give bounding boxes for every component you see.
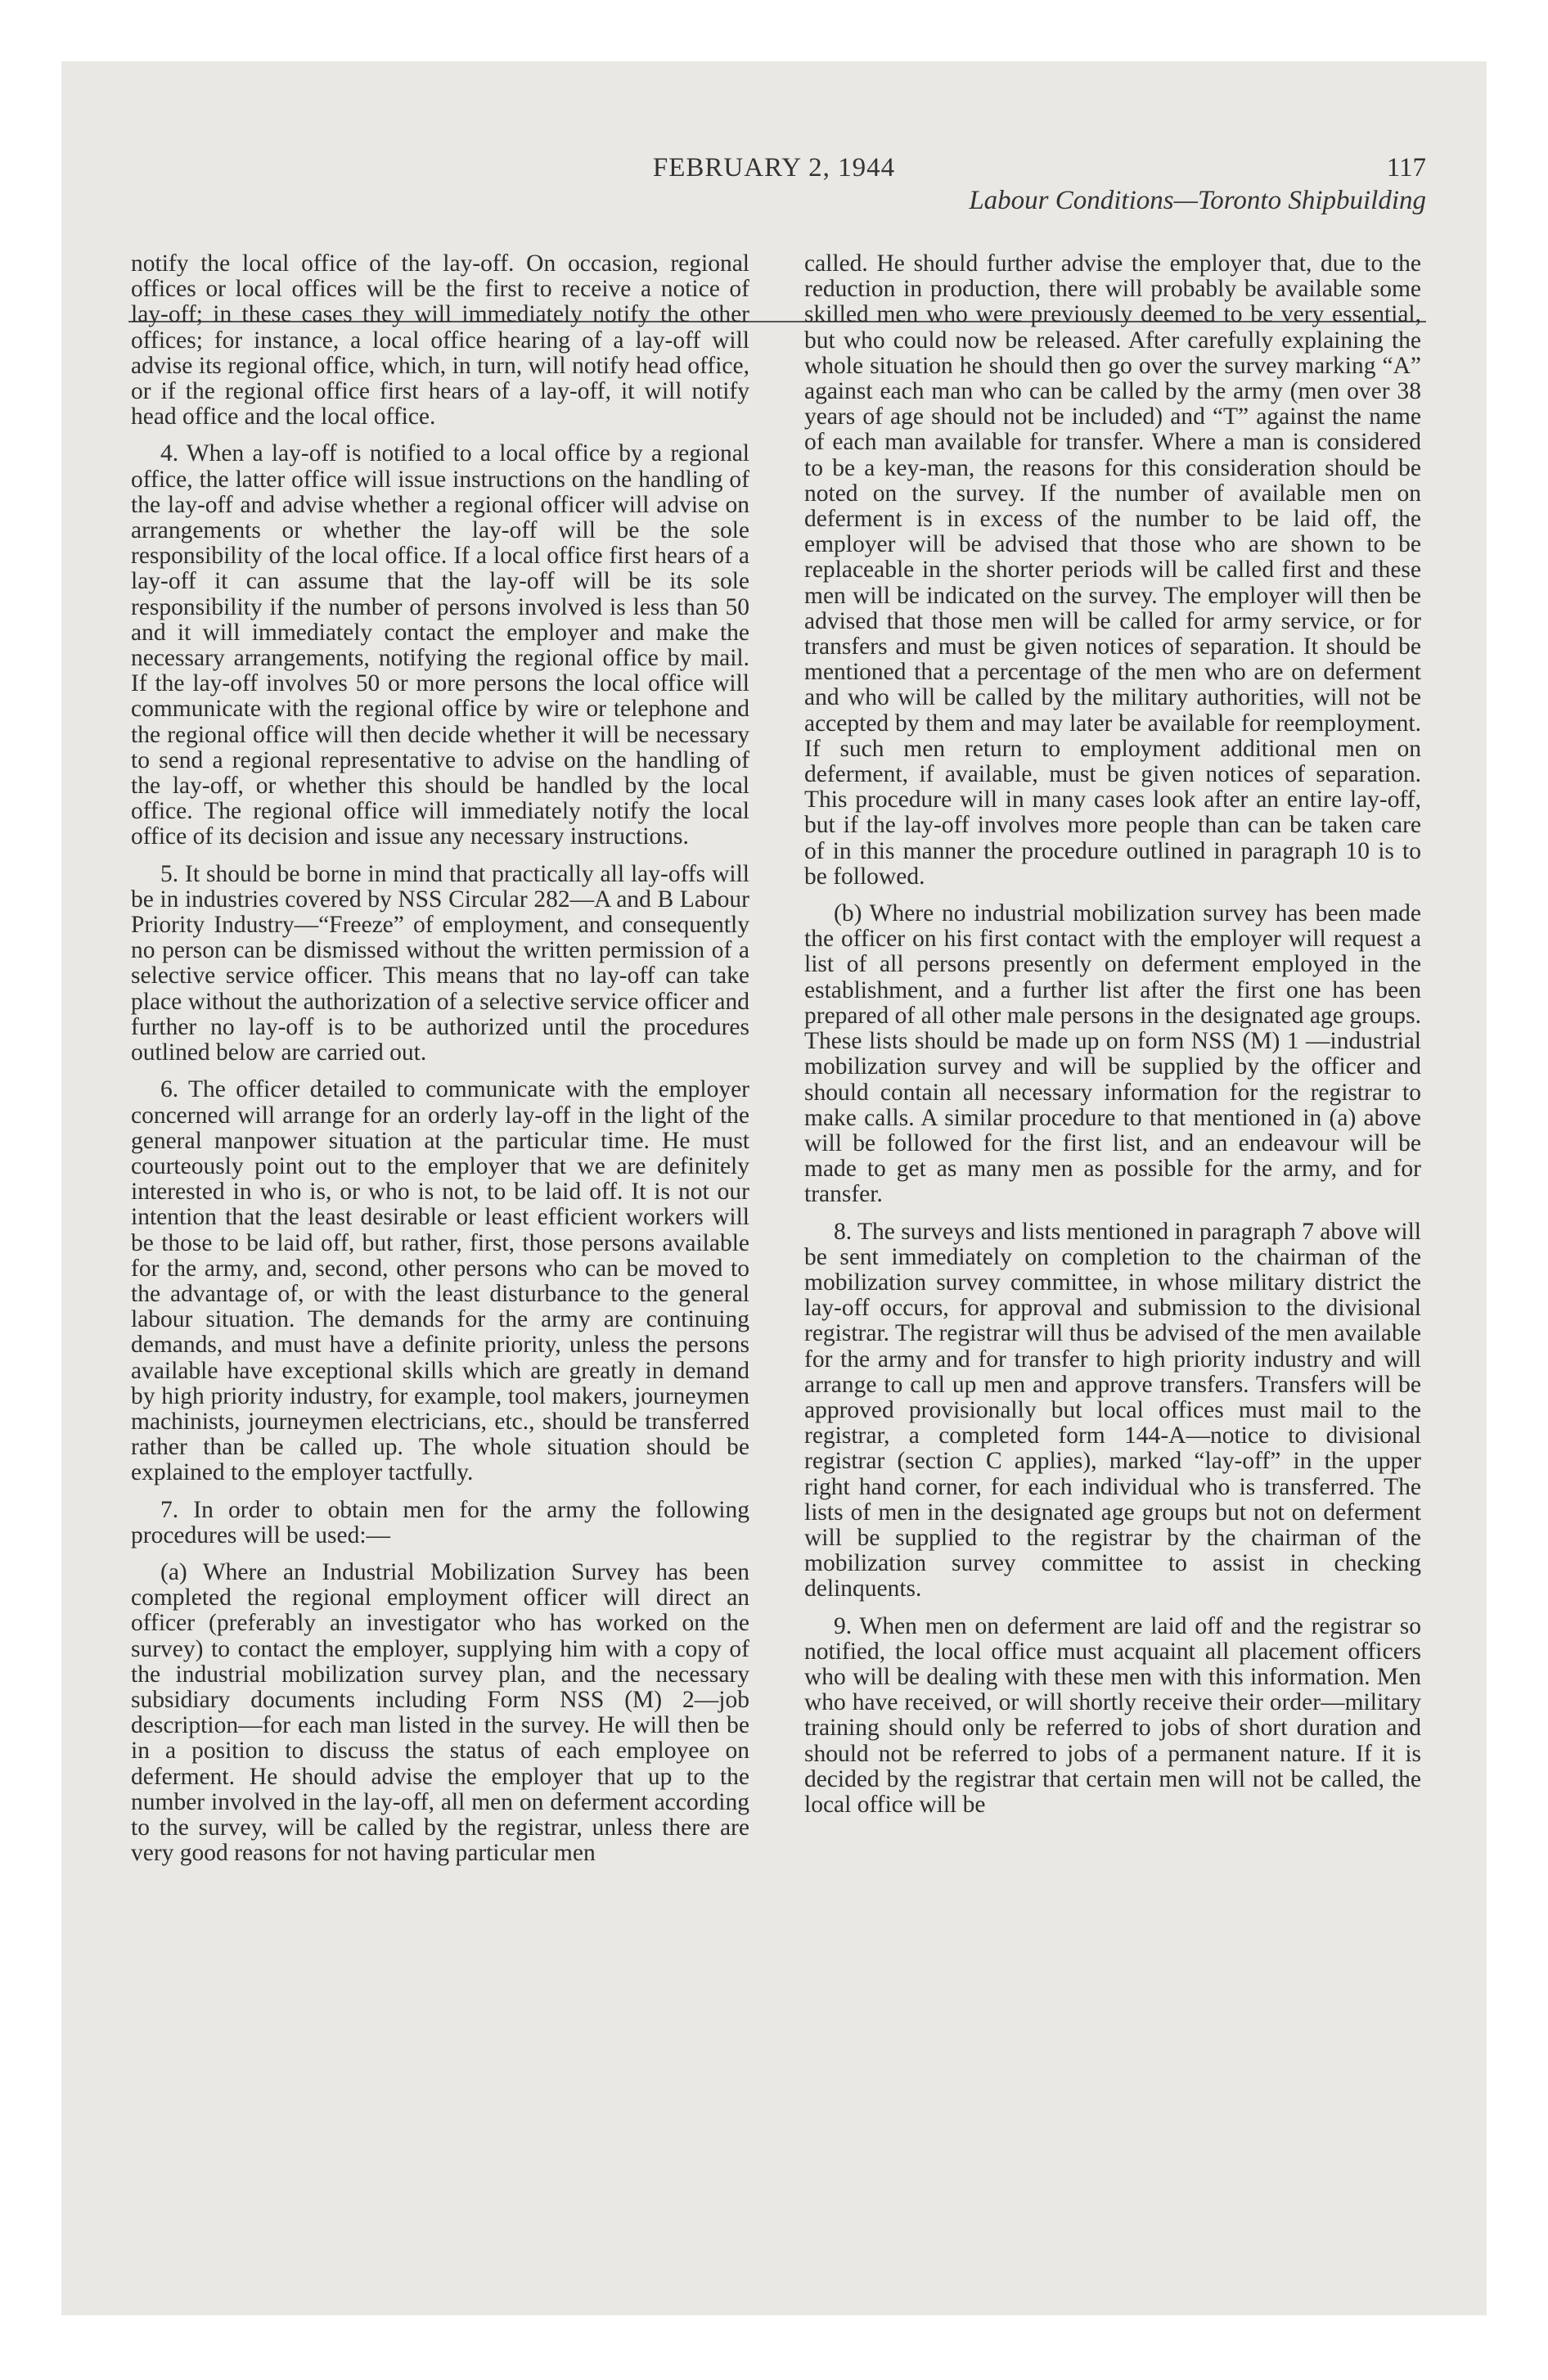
paragraph: 6. The officer detailed to communicate with the employer concerned will arrange for an orderly lay-off in the light of the general manpower situation at the particular time. He must courteously point out to the employer that we are definitely interested in who is, or who is not, to be laid off. It is not our intention that the least desirable or least efficient workers will be those to be laid off, but rather, first, those persons available for the army, and, second, other persons who can be moved to the advantage of, or with the least disturbance to the general labour situation. The demands for the army are continuing demands, and must have a definite priority, unless the persons available have exceptional skills which are greatly in demand by high priority industry, for example, tool makers, journeymen machinists, journeymen electricians, etc., should be transferred rather than be called up. The whole situation should be explained to the employer tactfully. — [131, 1076, 749, 1486]
right-column — [804, 251, 1421, 1829]
document-page — [61, 61, 1487, 2315]
paragraph: 9. When men on deferment are laid off and the registrar so notified, the local office must acquaint all placement officers who will be dealing with these men with this information. Men who have received, or will shortly receive their order—military training should only be referred to jobs of short duration and should not be referred to jobs of a permanent nature. If it is decided by the registrar that certain men will not be called, the local office will be — [804, 1612, 1421, 1818]
paragraph: 7. In order to obtain men for the army the following procedures will be used:— — [131, 1496, 749, 1548]
paragraph: 8. The surveys and lists mentioned in paragraph 7 above will be sent immediately on completion to the chairman of the mobilization survey committee, in whose military district the lay-off occurs, for approval and submission to the divisional registrar. The registrar will thus be advised of the men available for the army and for transfer to high priority industry and will arrange to call up men and approve transfers. Transfers will be approved provisionally but local offices must mail to the registrar, a completed form 144-A—notice to divisional registrar (section C applies), marked “lay-off” in the upper right hand corner, for each individual who is transferred. The lists of men in the designated age groups but not on deferment will be supplied to the registrar by the chairman of the mobilization survey committee to assist in checking delinquents. — [804, 1218, 1421, 1602]
issue-date: FEBRUARY 2, 1944 — [652, 153, 896, 183]
paragraph: called. He should further advise the employer that, due to the reduction in production, there will probably be available some skilled men who were previously deemed to be very essential, but who could now be released. After carefully explaining the whole situation he should then go over the survey marking “A” against each man who can be called by the army (men over 38 years of age should not be included) and “T” against the name of each man available for transfer. Where a man is considered to be a key-man, the reasons for this consideration should be noted on the survey. If the number of available men on deferment is in excess of the number to be laid off, the employer will be advised that those who are shown to be replaceable in the shorter periods will be called first and these men will be indicated on the survey. The employer will then be advised that those men will be called for army service, or for transfers and must be given notices of separation. It should be mentioned that a percentage of the men who are on deferment and who will be called by the military authorities, will not be accepted by them and may later be available for reemployment. If such men return to employment additional men on deferment, if available, must be given notices of separation. This procedure will in many cases look after an entire lay-off, but if the lay-off involves more people than can be taken care of in this manner the procedure outlined in paragraph 10 is to be followed. — [804, 250, 1421, 890]
left-column — [131, 251, 749, 1877]
running-title: Labour Conditions—Toronto Shipbuilding — [969, 186, 1426, 215]
paragraph: notify the local office of the lay-off. On occasion, regional offices or local offices will be the first to receive a notice of lay-off; in these cases they will immediately notify the other offices; for instance, a local office hearing of a lay-off will advise its regional office, which, in turn, will notify head office, or if the regional office first hears of a lay-off, it will notify head office and the local office. — [131, 250, 749, 430]
paragraph: (b) Where no industrial mobilization survey has been made the officer on his first contact with the employer will request a list of all persons presently on deferment employed in the establishment, and a further list after the first one has been prepared of all other male persons in the designated age groups. These lists should be made up on form NSS (M) 1 —industrial mobilization survey and will be supplied by the officer and should contain all necessary information for the registrar to make calls. A similar procedure to that mentioned in (a) above will be followed for the first list, and an endeavour will be made to get as many men as possible for the army, and for transfer. — [804, 900, 1421, 1208]
paragraph: (a) Where an Industrial Mobilization Survey has been completed the regional employment officer will direct an officer (preferably an investigator who has worked on the survey) to contact the employer, supplying him with a copy of the industrial mobilization survey plan, and the necessary subsidiary documents including Form NSS (M) 2—job description—for each man listed in the survey. He will then be in a position to discuss the status of each employee on deferment. He should advise the employer that up to the number involved in the lay-off, all men on deferment according to the survey, will be called by the registrar, unless there are very good reasons for not having particular men — [131, 1558, 749, 1867]
paragraph: 4. When a lay-off is notified to a local office by a regional office, the latter office will issue instructions on the handling of the lay-off and advise whether a regional officer will advise on arrangements or whether the lay-off will be the sole responsibility of the local office. If a local office first hears of a lay-off it can assume that the lay-off will be its sole responsibility if the number of persons involved is less than 50 and it will immediately contact the employer and make the necessary arrangements, notifying the regional office by mail. If the lay-off involves 50 or more persons the local office will communicate with the regional office by wire or telephone and the regional office will then decide whether it will be necessary to send a regional representative to advise on the handling of the lay-off, or whether this should be handled by the local office. The regional office will immediately notify the local office of its decision and issue any necessary instructions. — [131, 440, 749, 850]
paragraph: 5. It should be borne in mind that practically all lay-offs will be in industries covered by NSS Circular 282—A and B Labour Priority Industry—“Freeze” of employment, and consequently no person can be dismissed without the written permission of a selective service officer. This means that no lay-off can take place without the authorization of a selective service officer and further no lay-off is to be authorized until the procedures outlined below are carried out. — [131, 860, 749, 1066]
page-number: 117 — [1386, 153, 1426, 183]
